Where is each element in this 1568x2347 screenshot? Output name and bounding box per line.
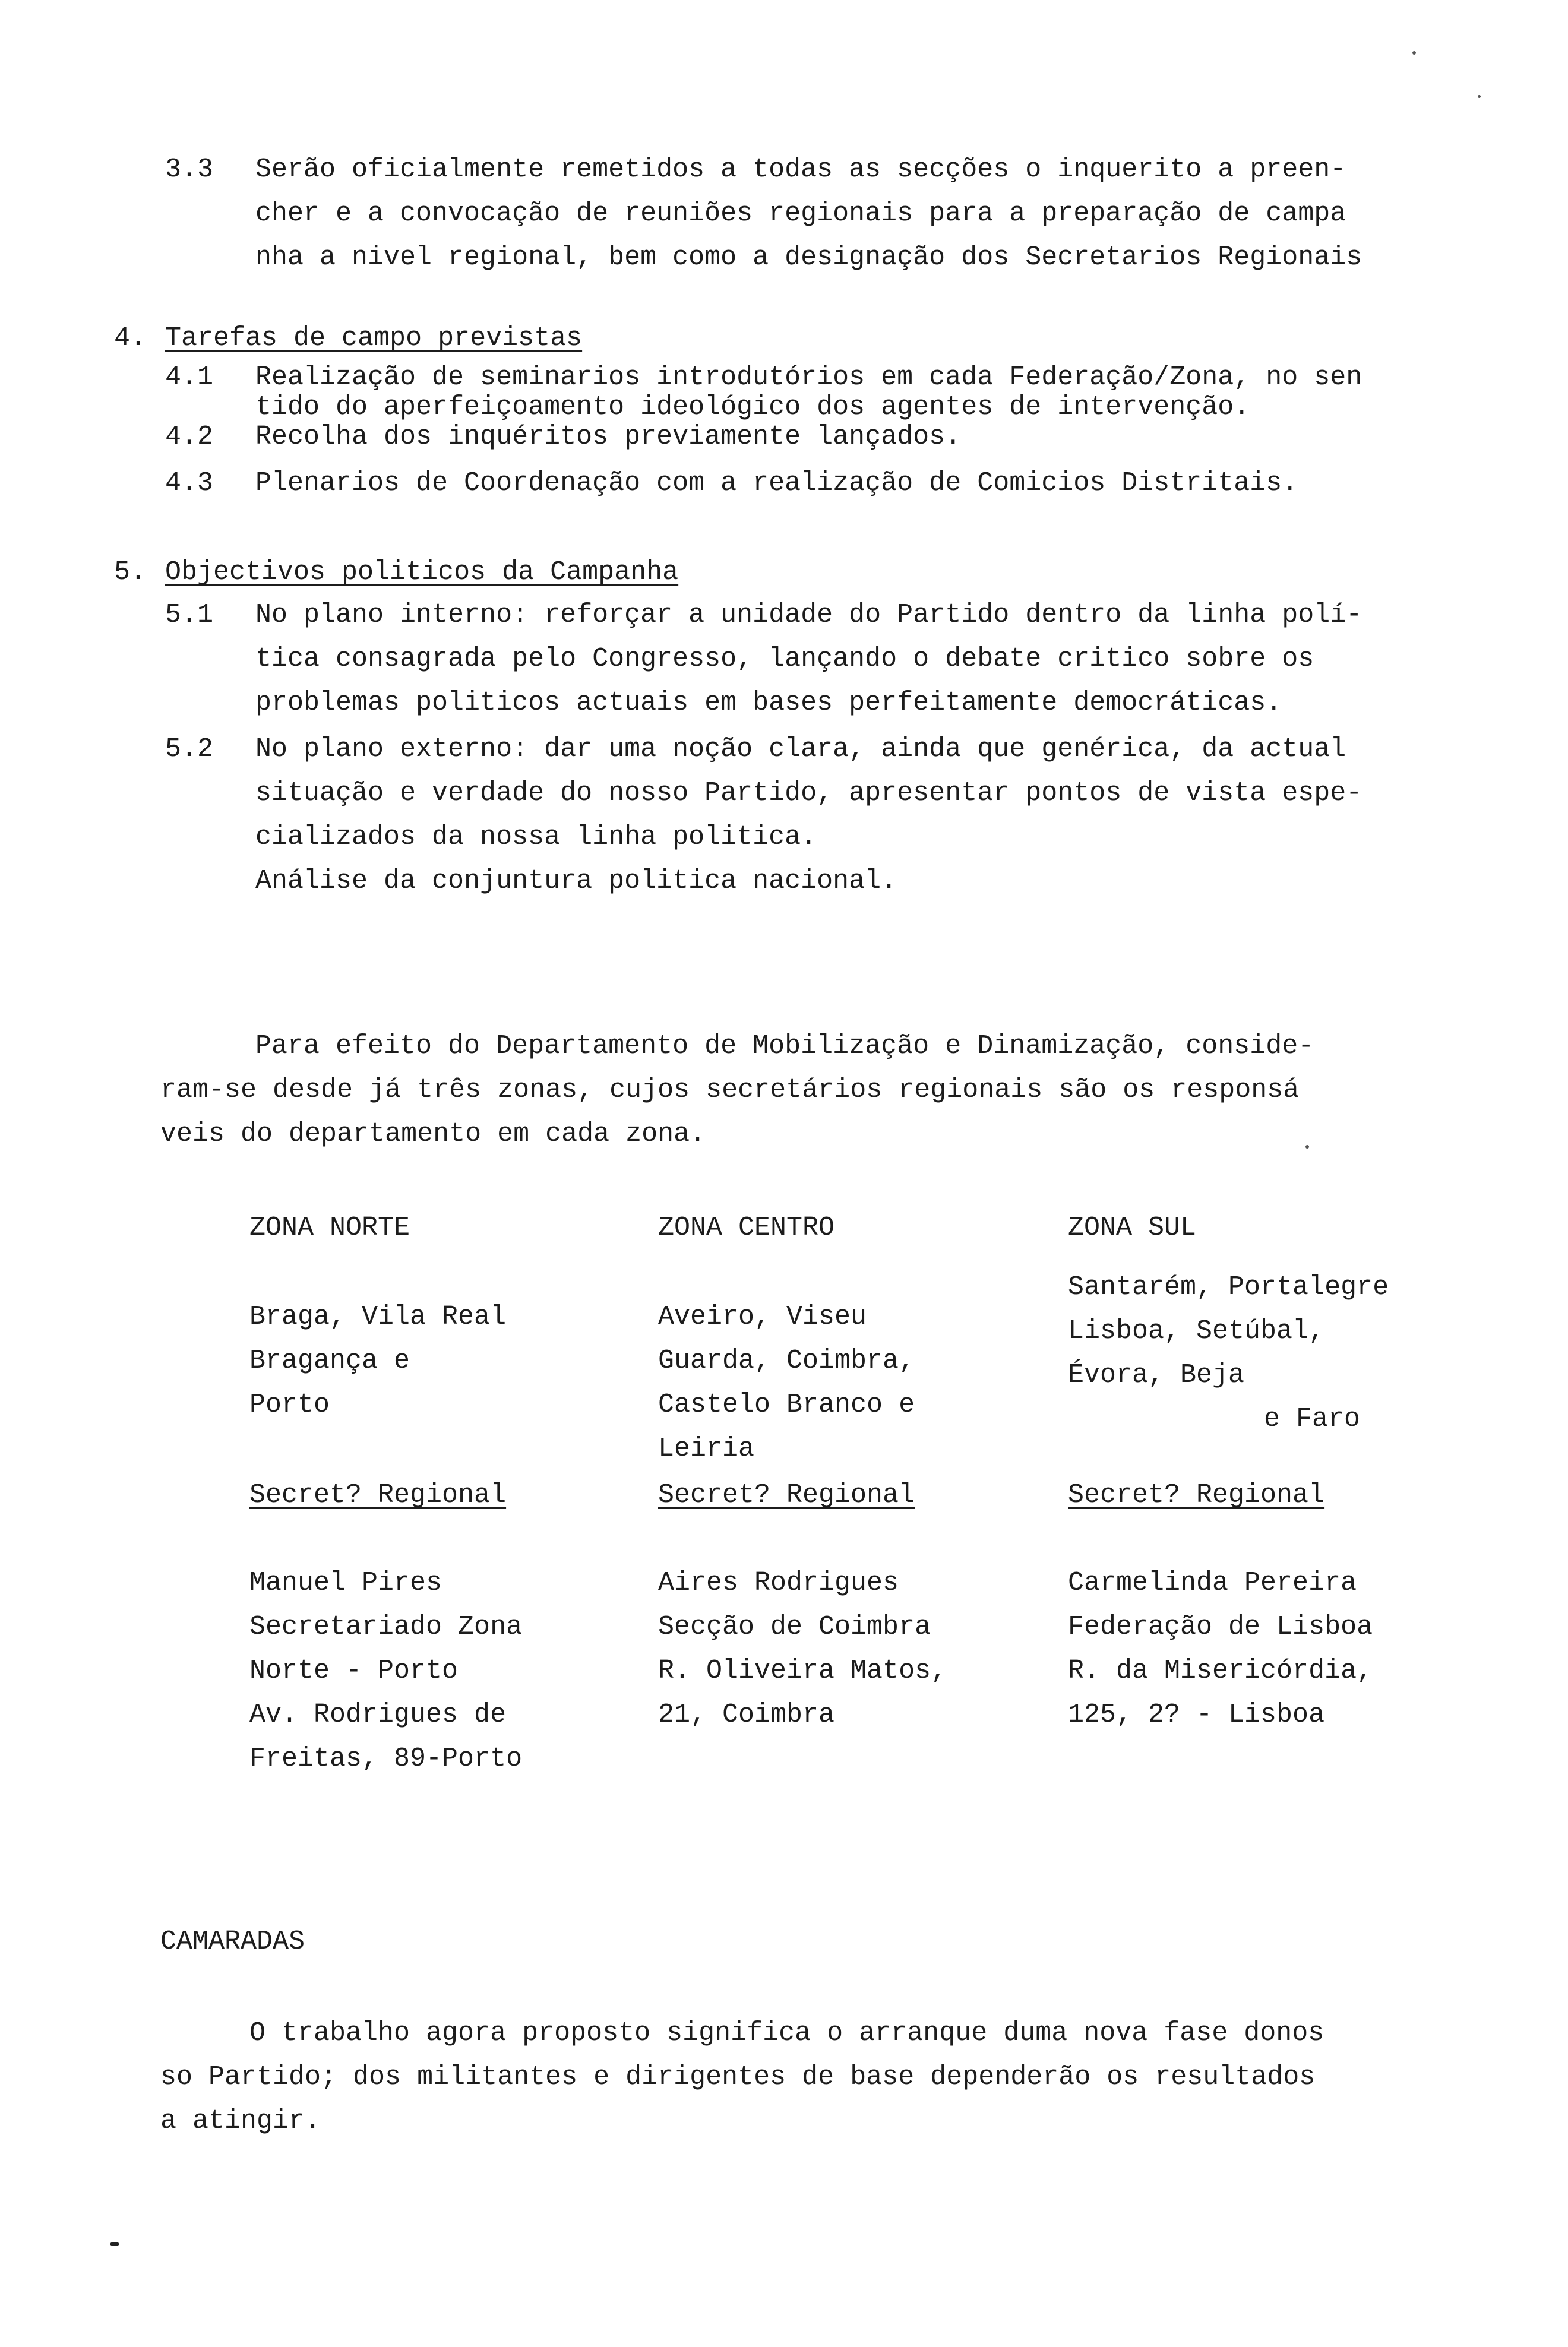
contact-line: Norte - Porto xyxy=(249,1656,459,1686)
item-text-line: tido do aperfeiçoamento ideológico dos agentes de intervenção. xyxy=(255,392,1250,422)
item-text-line: No plano externo: dar uma noção clara, ainda que genérica, da actual xyxy=(255,734,1346,764)
item-text-line: cher e a convocação de reuniões regionais para a preparação de campa xyxy=(255,198,1346,229)
section-heading: Tarefas de campo previstas xyxy=(165,323,583,353)
item-number: 4.3 xyxy=(165,468,214,498)
item-number: 3.3 xyxy=(165,154,214,185)
paragraph-line: veis do departamento em cada zona. xyxy=(160,1119,706,1149)
item-text-line: tica consagrada pelo Congresso, lançando o debate critico sobre os xyxy=(255,644,1314,674)
scan-speck xyxy=(1478,95,1481,98)
zone-district-line: Évora, Beja xyxy=(1068,1360,1245,1390)
zone-title: ZONA CENTRO xyxy=(658,1213,835,1243)
closing-line: a atingir. xyxy=(160,2106,321,2136)
contact-line: Aires Rodrigues xyxy=(658,1568,899,1598)
paragraph-line: ram-se desde já três zonas, cujos secretários regionais são os responsá xyxy=(160,1075,1300,1105)
item-text-line: Serão oficialmente remetidos a todas as secções o inquerito a preen- xyxy=(255,154,1346,185)
contact-line: Av. Rodrigues de xyxy=(249,1700,507,1730)
contact-line: R. da Misericórdia, xyxy=(1068,1656,1373,1686)
section-number: 4. xyxy=(114,323,147,353)
contact-line: Manuel Pires xyxy=(249,1568,442,1598)
item-number: 4.2 xyxy=(165,422,214,452)
zone-district-line: Porto xyxy=(249,1390,330,1420)
paragraph-line: Para efeito do Departamento de Mobilização e Dinamização, conside- xyxy=(255,1031,1314,1061)
zone-district-line: Bragança e xyxy=(249,1346,410,1376)
contact-line: Federação de Lisboa xyxy=(1068,1612,1373,1642)
contact-line: 125, 2? - Lisboa xyxy=(1068,1700,1325,1730)
section-number: 5. xyxy=(114,557,147,587)
contact-line: Carmelinda Pereira xyxy=(1068,1568,1357,1598)
zone-district-line: Braga, Vila Real xyxy=(249,1302,507,1332)
zone-title: ZONA SUL xyxy=(1068,1213,1197,1243)
item-text-line: cializados da nossa linha politica. xyxy=(255,822,817,852)
contact-line: R. Oliveira Matos, xyxy=(658,1656,947,1686)
zone-district-line: Castelo Branco e xyxy=(658,1390,915,1420)
closing-line: O trabalho agora proposto significa o arranque duma nova fase donos xyxy=(249,2018,1324,2048)
item-number: 4.1 xyxy=(165,362,214,393)
zone-district-line: Leiria xyxy=(658,1434,755,1464)
scan-speck xyxy=(1305,1145,1309,1149)
zone-district-line: Santarém, Portalegre xyxy=(1068,1272,1389,1302)
scan-speck xyxy=(1412,51,1416,55)
item-text-line: Plenarios de Coordenação com a realização de Comicios Distritais. xyxy=(255,468,1298,498)
item-text-line: Recolha dos inquéritos previamente lançados. xyxy=(255,422,962,452)
item-number: 5.2 xyxy=(165,734,214,764)
item-text-line: situação e verdade do nosso Partido, apresentar pontos de vista espe- xyxy=(255,778,1362,808)
closing-line: so Partido; dos militantes e dirigentes de base dependerão os resultados xyxy=(160,2062,1316,2092)
item-text-line: Análise da conjuntura politica nacional. xyxy=(255,866,897,896)
contact-line: Secção de Coimbra xyxy=(658,1612,931,1642)
closing-heading: CAMARADAS xyxy=(160,1927,305,1957)
item-text-line: problemas politicos actuais em bases perfeitamente democráticas. xyxy=(255,688,1282,718)
item-text-line: No plano interno: reforçar a unidade do Partido dentro da linha polí- xyxy=(255,600,1362,630)
zone-district-line: Lisboa, Setúbal, xyxy=(1068,1316,1325,1346)
scan-speck xyxy=(110,2242,119,2246)
contact-line: 21, Coimbra xyxy=(658,1700,835,1730)
secretary-label: Secret? Regional xyxy=(249,1480,507,1510)
zone-district-line: e Faro xyxy=(1264,1404,1361,1434)
item-text-line: nha a nivel regional, bem como a designação dos Secretarios Regionais xyxy=(255,242,1362,273)
zone-district-line: Aveiro, Viseu xyxy=(658,1302,867,1332)
zone-title: ZONA NORTE xyxy=(249,1213,410,1243)
item-number: 5.1 xyxy=(165,600,214,630)
contact-line: Freitas, 89-Porto xyxy=(249,1744,523,1774)
secretary-label: Secret? Regional xyxy=(658,1480,915,1510)
item-text-line: Realização de seminarios introdutórios em cada Federação/Zona, no sen xyxy=(255,362,1362,393)
secretary-label: Secret? Regional xyxy=(1068,1480,1325,1510)
zone-district-line: Guarda, Coimbra, xyxy=(658,1346,915,1376)
section-heading: Objectivos politicos da Campanha xyxy=(165,557,679,587)
contact-line: Secretariado Zona xyxy=(249,1612,523,1642)
